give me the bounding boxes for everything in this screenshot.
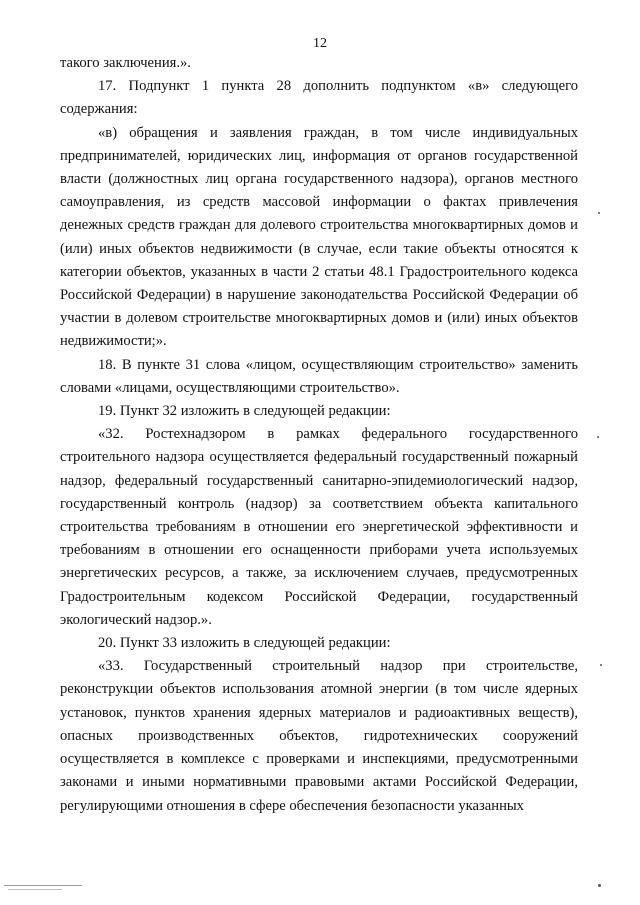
scan-artifact-dot xyxy=(598,884,601,887)
paragraph-clause-32: «32. Ростехнадзором в рамках федерального государственного строительного надзора осуществляется федеральный государственный пожарный надзор, федеральный государственный санитарно-эпидемиологический надзор, государственный контроль (надзор) за соответствием объекта капитального строительства требованиям в отношении его энергетической эффективности и требованиям в отношении его оснащенности приборами учета используемых энергетических ресурсов, а также, за исключением случаев, предусмотренных Градостроительным кодексом Российской Федерации, государственный экологический надзор.». xyxy=(60,426,578,628)
page-number: 12 xyxy=(313,36,327,51)
paragraph-closing-quote: такого заключения.». xyxy=(60,55,191,71)
paragraph-item-19: 19. Пункт 32 изложить в следующей редакции: xyxy=(98,403,391,420)
scan-artifact-dot xyxy=(597,436,599,438)
scan-artifact-dot xyxy=(600,664,602,666)
scan-artifact-line xyxy=(8,889,62,890)
paragraph-clause-33: «33. Государственный строительный надзор при строительстве, реконструкции объектов использования атомной энергии (в том числе ядерных установок, пунктов хранения ядерных материалов и радиоактивных веществ), опасных производственных объектов, гидротехнических сооружений осуществляется в комплексе с проверками и инспекциями, предусмотренными законами и иными нормативными правовыми актами Российской Федерации, регулирующими отношения в сфере обеспечения безопасности указанных xyxy=(60,658,578,814)
paragraph-item-20: 20. Пункт 33 изложить в следующей редакции: xyxy=(98,635,391,652)
document-body xyxy=(60,52,578,818)
paragraph-subitem-v: «в) обращения и заявления граждан, в том числе индивидуальных предпринимателей, юридических лиц, информация от органов государственной власти (должностных лиц органа государственного надзора), органов местного самоуправления, из средств массовой информации о фактах привлечения денежных средств граждан для долевого строительства многоквартирных домов и (или) иных объектов недвижимости (в случае, если такие объекты относятся к категории объектов, указанных в части 2 статьи 48.1 Градостроительного кодекса Российской Федерации) в нарушение законодательства Российской Федерации об участии в долевом строительстве многоквартирных домов и (или) иных объектов недвижимости;». xyxy=(60,124,578,350)
paragraph-item-17: 17. Подпункт 1 пункта 28 дополнить подпунктом «в» следующего содержания: xyxy=(60,78,578,118)
scan-artifact-line xyxy=(4,885,82,886)
paragraph-item-18: 18. В пункте 31 слова «лицом, осуществляющим строительство» заменить словами «лицами, осуществляющими строительство». xyxy=(60,356,578,396)
scan-artifact-dot xyxy=(598,212,600,214)
